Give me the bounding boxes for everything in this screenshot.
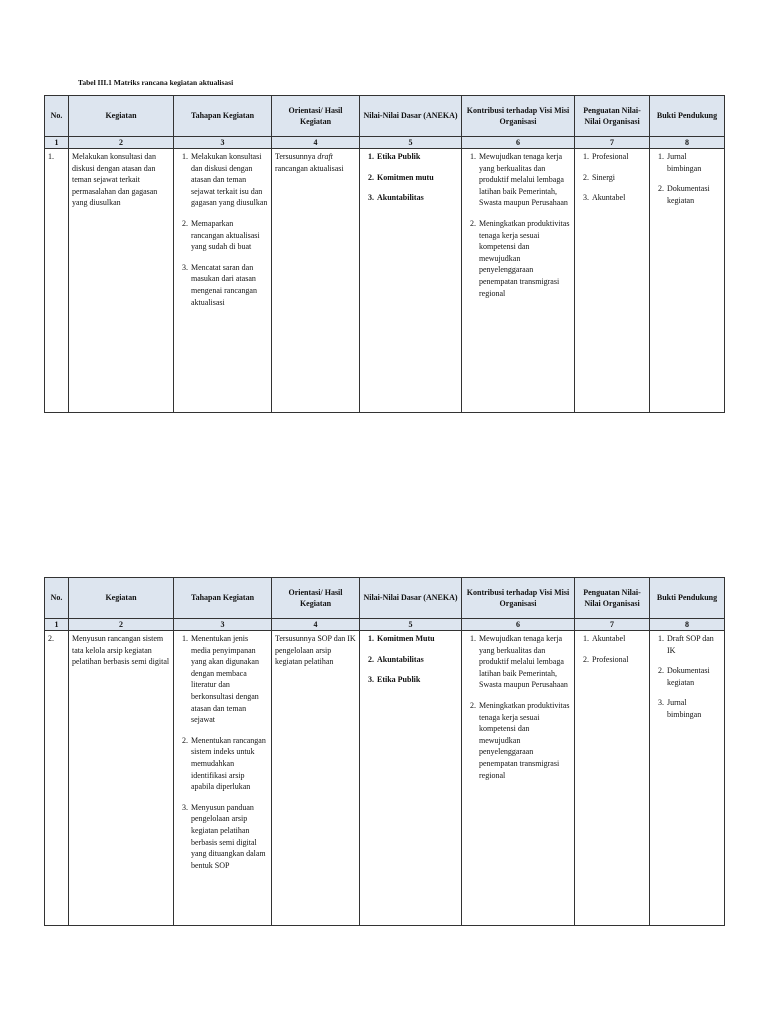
list-item: 3. Etika Publik: [376, 674, 458, 686]
kontribusi-cell: [462, 631, 575, 926]
list-item: 3. Menyusun panduan pengelolaan arsip kegiatan pelatihan berbasis semi digital yang dituangkan dalam bentuk SOP: [190, 802, 268, 872]
header-aneka: Nilai-Nilai Dasar (ANEKA): [360, 578, 462, 619]
orientasi-text: rancangan aktualisasi: [275, 163, 344, 173]
bukti-cell: [650, 631, 725, 926]
table-caption: Tabel III.1 Matriks rancana kegiatan aktualisasi: [78, 78, 234, 87]
list-item: 2. Meningkatkan produktivitas tenaga kerja sesuai kompetensi dan mewujudkan penyelenggaraan penempatan transmigrasi regional: [478, 700, 571, 781]
list-item: 2. Memaparkan rancangan aktualisasi yang sudah di buat: [190, 218, 268, 253]
header-orientasi: Orientasi/ Hasil Kegiatan: [272, 96, 360, 137]
column-number: 3: [174, 619, 272, 631]
penguatan-cell: [575, 631, 650, 926]
column-number: 1: [45, 619, 69, 631]
column-number: 5: [360, 619, 462, 631]
list-item: 1. Mewujudkan tenaga kerja yang berkualitas dan produktif melalui lembaga latihan baik Pemerintah, Swasta maupun Perusahaan: [478, 151, 571, 209]
column-number: 4: [272, 619, 360, 631]
penguatan-cell: [575, 149, 650, 413]
list-item: 2. Dokumentasi kegiatan: [666, 665, 721, 688]
list-item: 1. Mewujudkan tenaga kerja yang berkualitas dan produktif melalui lembaga latihan baik Pemerintah, Swasta maupun Perusahaan: [478, 633, 571, 691]
list-item: 1. Akuntabel: [591, 633, 646, 645]
bukti-cell: [650, 149, 725, 413]
list-item: 1. Etika Publik: [376, 151, 458, 163]
tahapan-cell: [174, 149, 272, 413]
orientasi-italic-text: draft: [317, 152, 333, 161]
table-row: [45, 149, 725, 413]
matrix-table-2: [44, 577, 725, 926]
column-number: 6: [462, 619, 575, 631]
kegiatan-cell: Melakukan konsultasi dan diskusi dengan atasan dan teman sejawat terkait permasalahan dan gagasan yang diusulkan: [69, 149, 174, 413]
list-item: 3. Akuntabilitas: [376, 192, 458, 204]
orientasi-cell: [272, 149, 360, 413]
aneka-cell: [360, 631, 462, 926]
header-tahapan: Tahapan Kegiatan: [174, 578, 272, 619]
list-item: 2. Profesional: [591, 654, 646, 666]
tahapan-cell: [174, 631, 272, 926]
list-item: 3. Mencatat saran dan masukan dari atasan mengenai rancangan aktualisasi: [190, 262, 268, 308]
row-number: 2.: [45, 631, 69, 926]
header-kontribusi: Kontribusi terhadap Visi Misi Organisasi: [462, 578, 575, 619]
list-item: 3. Akuntabel: [591, 192, 646, 204]
column-number: 7: [575, 137, 650, 149]
header-penguatan: Penguatan Nilai-Nilai Organisasi: [575, 96, 650, 137]
list-item: 2. Menentukan rancangan sistem indeks untuk memudahkan identifikasi arsip apabila diperlukan: [190, 735, 268, 793]
list-item: 1. Profesional: [591, 151, 646, 163]
header-aneka: Nilai-Nilai Dasar (ANEKA): [360, 96, 462, 137]
aneka-cell: [360, 149, 462, 413]
header-kontribusi: Kontribusi terhadap Visi Misi Organisasi: [462, 96, 575, 137]
header-orientasi: Orientasi/ Hasil Kegiatan: [272, 578, 360, 619]
column-number: 6: [462, 137, 575, 149]
list-item: 1. Melakukan konsultasi dan diskusi dengan atasan dan teman sejawat terkait isu dan gagasan yang diusulkan: [190, 151, 268, 209]
header-bukti: Bukti Pendukung: [650, 96, 725, 137]
list-item: 2. Dokumentasi kegiatan: [666, 183, 721, 206]
list-item: 1. Komitmen Mutu: [376, 633, 458, 645]
header-penguatan: Penguatan Nilai-Nilai Organisasi: [575, 578, 650, 619]
list-item: 1. Draft SOP dan IK: [666, 633, 721, 656]
column-number-row: [45, 619, 725, 631]
column-number: 2: [69, 137, 174, 149]
column-number: 2: [69, 619, 174, 631]
orientasi-text: Tersusunnya: [275, 152, 316, 161]
header-kegiatan: Kegiatan: [69, 578, 174, 619]
list-item: 2. Meningkatkan produktivitas tenaga kerja sesuai kompetensi dan mewujudkan penyelenggaraan penempatan transmigrasi regional: [478, 218, 571, 299]
column-number: 4: [272, 137, 360, 149]
list-item: 1. Menentukan jenis media penyimpanan yang akan digunakan dengan membaca literatur dan berkonsultasi dengan atasan dan teman sejawat: [190, 633, 268, 726]
list-item: 2. Komitmen mutu: [376, 172, 458, 184]
list-item: 2. Sinergi: [591, 172, 646, 184]
column-number-row: [45, 137, 725, 149]
column-number: 5: [360, 137, 462, 149]
header-no: No.: [45, 578, 69, 619]
header-no: No.: [45, 96, 69, 137]
column-number: 8: [650, 137, 725, 149]
header-kegiatan: Kegiatan: [69, 96, 174, 137]
header-row: [45, 96, 725, 137]
header-tahapan: Tahapan Kegiatan: [174, 96, 272, 137]
kegiatan-cell: Menyusun rancangan sistem tata kelola arsip kegiatan pelatihan berbasis semi digital: [69, 631, 174, 926]
kontribusi-cell: [462, 149, 575, 413]
header-bukti: Bukti Pendukung: [650, 578, 725, 619]
orientasi-cell: Tersusunnya SOP dan IK pengelolaan arsip kegiatan pelatihan: [272, 631, 360, 926]
list-item: 1. Jurnal bimbingan: [666, 151, 721, 174]
column-number: 1: [45, 137, 69, 149]
header-row: [45, 578, 725, 619]
column-number: 8: [650, 619, 725, 631]
list-item: 3. Jurnal bimbingan: [666, 697, 721, 720]
column-number: 7: [575, 619, 650, 631]
row-number: 1.: [45, 149, 69, 413]
table-row: [45, 631, 725, 926]
column-number: 3: [174, 137, 272, 149]
matrix-table-1: [44, 95, 725, 413]
list-item: 2. Akuntabilitas: [376, 654, 458, 666]
